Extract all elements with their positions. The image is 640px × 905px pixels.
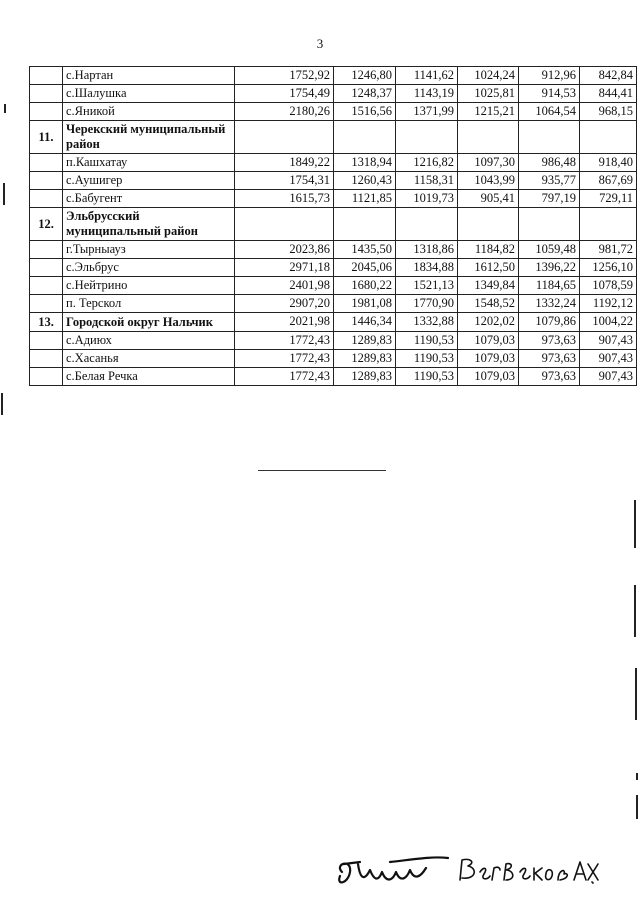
table-body	[30, 67, 637, 386]
table-row	[30, 103, 637, 121]
value-cell: 2401,98	[235, 277, 334, 295]
value-cell: 1521,13	[396, 277, 458, 295]
table-row	[30, 350, 637, 368]
value-cell: 1516,56	[334, 103, 396, 121]
table-row-region	[30, 121, 637, 154]
settlement-name-cell: Городской округ Нальчик	[63, 313, 235, 332]
margin-mark	[1, 393, 3, 415]
margin-mark	[636, 795, 638, 819]
table-row	[30, 241, 637, 259]
value-cell: 1256,10	[580, 259, 637, 277]
value-cell: 1612,50	[458, 259, 519, 277]
signature	[330, 850, 600, 900]
table-row-region	[30, 208, 637, 241]
settlement-name-cell: с.Яникой	[63, 103, 235, 121]
table-row	[30, 277, 637, 295]
value-cell: 2180,26	[235, 103, 334, 121]
value-cell: 1332,88	[396, 313, 458, 332]
value-cell: 1772,43	[235, 350, 334, 368]
settlement-name-cell: Эльбрусский муниципальный район	[63, 208, 235, 241]
value-cell	[580, 208, 637, 241]
row-number-cell	[30, 368, 63, 386]
value-cell	[334, 208, 396, 241]
value-cell: 1446,34	[334, 313, 396, 332]
row-number-cell	[30, 172, 63, 190]
value-cell: 935,77	[519, 172, 580, 190]
settlement-name-cell: г.Тырныауз	[63, 241, 235, 259]
value-cell: 1435,50	[334, 241, 396, 259]
value-cell	[519, 208, 580, 241]
value-cell: 2971,18	[235, 259, 334, 277]
value-cell: 1289,83	[334, 332, 396, 350]
value-cell: 1548,52	[458, 295, 519, 313]
row-number-cell: 13.	[30, 313, 63, 332]
table-row	[30, 332, 637, 350]
value-cell	[334, 121, 396, 154]
settlement-name-cell: с.Шалушка	[63, 85, 235, 103]
row-number-cell	[30, 259, 63, 277]
value-cell: 973,63	[519, 350, 580, 368]
value-cell: 1772,43	[235, 332, 334, 350]
value-cell: 1202,02	[458, 313, 519, 332]
margin-mark	[636, 773, 638, 780]
value-cell: 729,11	[580, 190, 637, 208]
value-cell: 1332,24	[519, 295, 580, 313]
value-cell: 1754,49	[235, 85, 334, 103]
value-cell: 2023,86	[235, 241, 334, 259]
margin-mark	[4, 104, 6, 113]
value-cell: 1043,99	[458, 172, 519, 190]
settlement-name-cell: Черекский муниципальный район	[63, 121, 235, 154]
value-cell: 907,43	[580, 350, 637, 368]
settlement-name-cell: с.Белая Речка	[63, 368, 235, 386]
value-cell: 1318,86	[396, 241, 458, 259]
margin-mark	[3, 183, 5, 205]
row-number-cell	[30, 241, 63, 259]
value-cell: 973,63	[519, 332, 580, 350]
value-cell: 1396,22	[519, 259, 580, 277]
settlement-name-cell: с.Аушигер	[63, 172, 235, 190]
row-number-cell: 12.	[30, 208, 63, 241]
value-cell	[458, 208, 519, 241]
margin-mark	[635, 668, 637, 720]
settlement-name-cell: с.Нартан	[63, 67, 235, 85]
value-cell: 1141,62	[396, 67, 458, 85]
value-cell: 1079,86	[519, 313, 580, 332]
settlement-name-cell: с.Адиюх	[63, 332, 235, 350]
value-cell: 1680,22	[334, 277, 396, 295]
value-cell	[396, 121, 458, 154]
value-cell: 1752,92	[235, 67, 334, 85]
row-number-cell	[30, 190, 63, 208]
table-row	[30, 154, 637, 172]
value-cell: 1192,12	[580, 295, 637, 313]
value-cell: 1754,31	[235, 172, 334, 190]
value-cell	[519, 121, 580, 154]
value-cell: 905,41	[458, 190, 519, 208]
value-cell: 1024,24	[458, 67, 519, 85]
value-cell: 1248,37	[334, 85, 396, 103]
page-number: 3	[316, 36, 324, 51]
value-cell	[235, 121, 334, 154]
value-cell: 1097,30	[458, 154, 519, 172]
value-cell: 1349,84	[458, 277, 519, 295]
value-cell: 1079,03	[458, 368, 519, 386]
settlement-name-cell: с.Эльбрус	[63, 259, 235, 277]
value-cell	[235, 208, 334, 241]
value-cell: 2907,20	[235, 295, 334, 313]
table-row	[30, 259, 637, 277]
separator-line	[258, 470, 386, 471]
value-cell: 907,43	[580, 332, 637, 350]
value-cell: 1216,82	[396, 154, 458, 172]
settlement-name-cell: с.Хасанья	[63, 350, 235, 368]
value-cell: 1184,82	[458, 241, 519, 259]
value-cell: 1318,94	[334, 154, 396, 172]
value-cell: 1158,31	[396, 172, 458, 190]
value-cell: 1078,59	[580, 277, 637, 295]
value-cell: 1004,22	[580, 313, 637, 332]
row-number-cell	[30, 85, 63, 103]
value-cell: 2021,98	[235, 313, 334, 332]
value-cell: 867,69	[580, 172, 637, 190]
table-row-region	[30, 313, 637, 332]
value-cell: 1289,83	[334, 350, 396, 368]
value-cell	[396, 208, 458, 241]
value-cell: 1834,88	[396, 259, 458, 277]
value-cell: 1260,43	[334, 172, 396, 190]
value-cell: 1849,22	[235, 154, 334, 172]
value-cell: 1215,21	[458, 103, 519, 121]
row-number-cell	[30, 67, 63, 85]
settlement-name-cell: п.Кашхатау	[63, 154, 235, 172]
row-number-cell	[30, 295, 63, 313]
value-cell: 907,43	[580, 368, 637, 386]
value-cell: 1143,19	[396, 85, 458, 103]
value-cell: 918,40	[580, 154, 637, 172]
value-cell: 1772,43	[235, 368, 334, 386]
value-cell: 1079,03	[458, 332, 519, 350]
settlement-name-cell: п. Терскол	[63, 295, 235, 313]
settlement-name-cell: с.Бабугент	[63, 190, 235, 208]
table-row	[30, 295, 637, 313]
value-cell: 986,48	[519, 154, 580, 172]
value-cell	[458, 121, 519, 154]
table-row	[30, 172, 637, 190]
value-cell: 1079,03	[458, 350, 519, 368]
value-cell: 1371,99	[396, 103, 458, 121]
row-number-cell	[30, 154, 63, 172]
tariff-table	[29, 66, 637, 386]
value-cell: 1615,73	[235, 190, 334, 208]
value-cell: 981,72	[580, 241, 637, 259]
settlement-name-cell: с.Нейтрино	[63, 277, 235, 295]
value-cell: 1121,85	[334, 190, 396, 208]
table-row	[30, 190, 637, 208]
value-cell: 973,63	[519, 368, 580, 386]
value-cell: 914,53	[519, 85, 580, 103]
value-cell: 1190,53	[396, 368, 458, 386]
value-cell: 1025,81	[458, 85, 519, 103]
value-cell: 1059,48	[519, 241, 580, 259]
value-cell: 912,96	[519, 67, 580, 85]
value-cell	[580, 121, 637, 154]
value-cell: 1190,53	[396, 332, 458, 350]
value-cell: 1246,80	[334, 67, 396, 85]
table-row	[30, 67, 637, 85]
value-cell: 2045,06	[334, 259, 396, 277]
row-number-cell	[30, 332, 63, 350]
row-number-cell: 11.	[30, 121, 63, 154]
value-cell: 1770,90	[396, 295, 458, 313]
margin-mark	[634, 585, 636, 637]
value-cell: 844,41	[580, 85, 637, 103]
value-cell: 842,84	[580, 67, 637, 85]
table-row	[30, 85, 637, 103]
value-cell: 1019,73	[396, 190, 458, 208]
value-cell: 1289,83	[334, 368, 396, 386]
row-number-cell	[30, 103, 63, 121]
row-number-cell	[30, 277, 63, 295]
value-cell: 968,15	[580, 103, 637, 121]
value-cell: 1064,54	[519, 103, 580, 121]
value-cell: 1184,65	[519, 277, 580, 295]
value-cell: 1190,53	[396, 350, 458, 368]
value-cell: 797,19	[519, 190, 580, 208]
row-number-cell	[30, 350, 63, 368]
table-row	[30, 368, 637, 386]
margin-mark	[634, 500, 636, 548]
value-cell: 1981,08	[334, 295, 396, 313]
